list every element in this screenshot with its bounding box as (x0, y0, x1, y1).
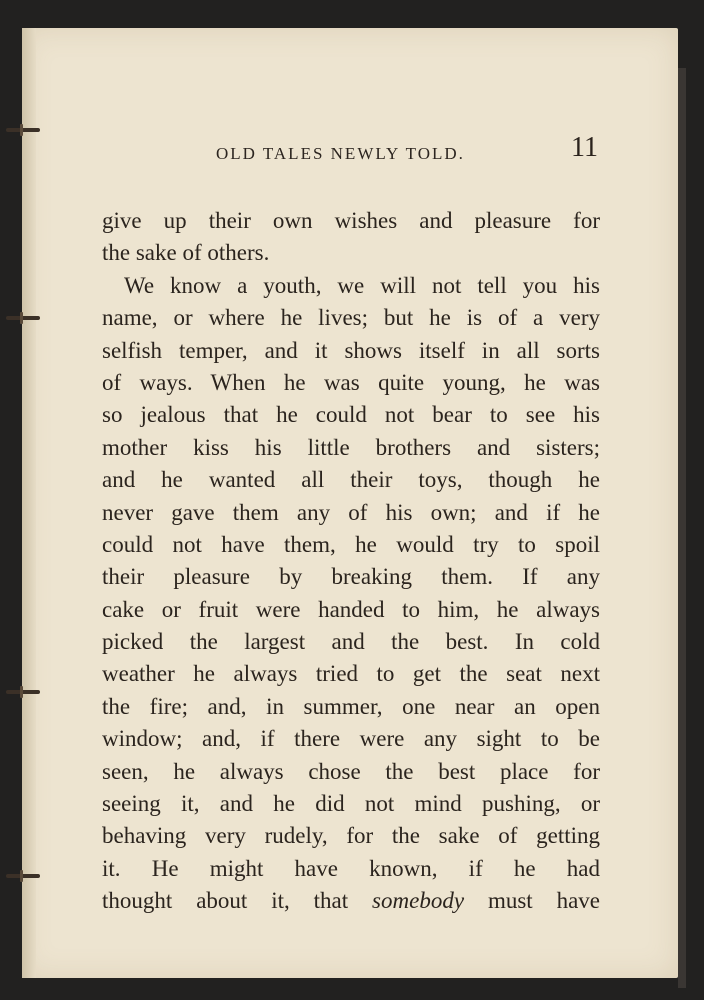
text-line: their pleasure by breaking them. If any (102, 564, 600, 590)
text-line: window; and, if there were any sight to be (102, 726, 600, 752)
body-text (102, 205, 600, 918)
text-line: seeing it, and he did not mind pushing, or (102, 791, 600, 817)
text-line: name, or where he lives; but he is of a very (102, 305, 600, 331)
text-line: selfish temper, and it shows itself in all sorts (102, 337, 600, 363)
text-line: behaving very rudely, for the sake of getting (102, 823, 600, 849)
text-line: give up their own wishes and pleasure for (102, 208, 600, 233)
text-line: never gave them any of his own; and if he (102, 499, 600, 525)
text-line: it. He might have known, if he had (102, 855, 600, 881)
text-line: weather he always tried to get the seat next (102, 661, 600, 687)
text-line: seen, he always chose the best place for (102, 758, 600, 784)
page-number: 11 (571, 132, 598, 163)
text-line: We know a youth, we will not tell you his (124, 272, 600, 298)
text-line: and he wanted all their toys, though he (102, 467, 600, 493)
page-header (22, 132, 678, 172)
running-head: OLD TALES NEWLY TOLD. (216, 144, 465, 163)
text-line: of ways. When he was quite young, he was (102, 369, 600, 395)
text-fragment: thought about it, that (102, 888, 373, 914)
text-line: the sake of others. (102, 240, 270, 266)
binding-stitch (6, 316, 40, 320)
binding-stitch (6, 690, 40, 694)
text-line: cake or fruit were handed to him, he always (102, 596, 600, 622)
text-line: picked the largest and the best. In cold (102, 629, 600, 655)
book-page (22, 28, 678, 978)
text-fragment: must have (464, 888, 600, 914)
text-line-last (102, 885, 600, 917)
binding-stitch (6, 874, 40, 878)
page-edge-shadow (678, 68, 686, 988)
text-line: so jealous that he could not bear to see his (102, 402, 600, 428)
emphasized-word: somebody (372, 888, 465, 914)
text-line: could not have them, he would try to spoil (102, 531, 600, 557)
text-line: mother kiss his little brothers and sisters; (102, 434, 600, 460)
text-line: the fire; and, in summer, one near an open (102, 693, 600, 719)
